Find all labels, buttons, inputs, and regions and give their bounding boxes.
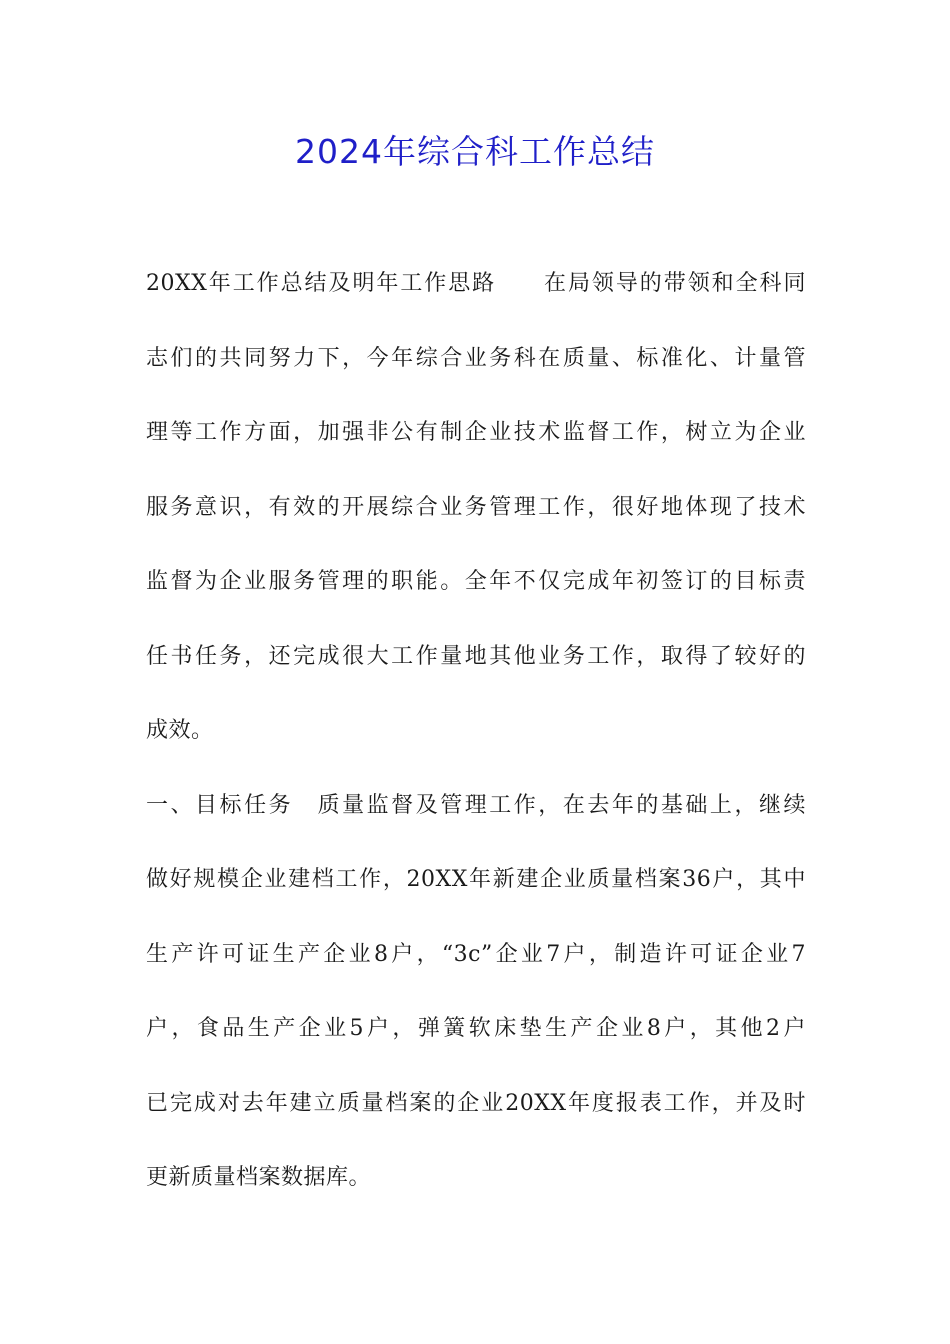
paragraph-line: 理等工作方面，加强非公有制企业技术监督工作，树立为企业 [146, 420, 806, 445]
paragraph-line: 监督为企业服务管理的职能。全年不仅完成年初签订的目标责 [146, 569, 806, 594]
paragraph-line: 志们的共同努力下，今年综合业务科在质量、标准化、计量管 [146, 345, 806, 371]
paragraph-line: 更新质量档案数据库。 [146, 1165, 372, 1190]
paragraph-line: 服务意识，有效的开展综合业务管理工作，很好地体现了技术 [146, 494, 806, 520]
paragraph-line: 户，食品生产企业5户，弹簧软床垫生产企业8户，其他2户 [146, 1016, 806, 1041]
paragraph-line: 生产许可证生产企业8户，“3c”企业7户，制造许可证企业7 [146, 941, 806, 967]
paragraph-line: 20XX年工作总结及明年工作思路 在局领导的带领和全科同 [146, 271, 806, 296]
document-body [146, 262, 806, 1231]
paragraph-line: 成效。 [146, 718, 214, 743]
paragraph-line: 一、目标任务 质量监督及管理工作，在去年的基础上，继续 [146, 792, 806, 818]
paragraph-line: 任书任务，还完成很大工作量地其他业务工作，取得了较好的 [146, 643, 806, 669]
paragraph-line: 已完成对去年建立质量档案的企业20XX年度报表工作，并及时 [146, 1090, 806, 1116]
paragraph-line: 做好规模企业建档工作，20XX年新建企业质量档案36户，其中 [146, 867, 806, 892]
document-title: 2024年综合科工作总结 [295, 132, 655, 171]
